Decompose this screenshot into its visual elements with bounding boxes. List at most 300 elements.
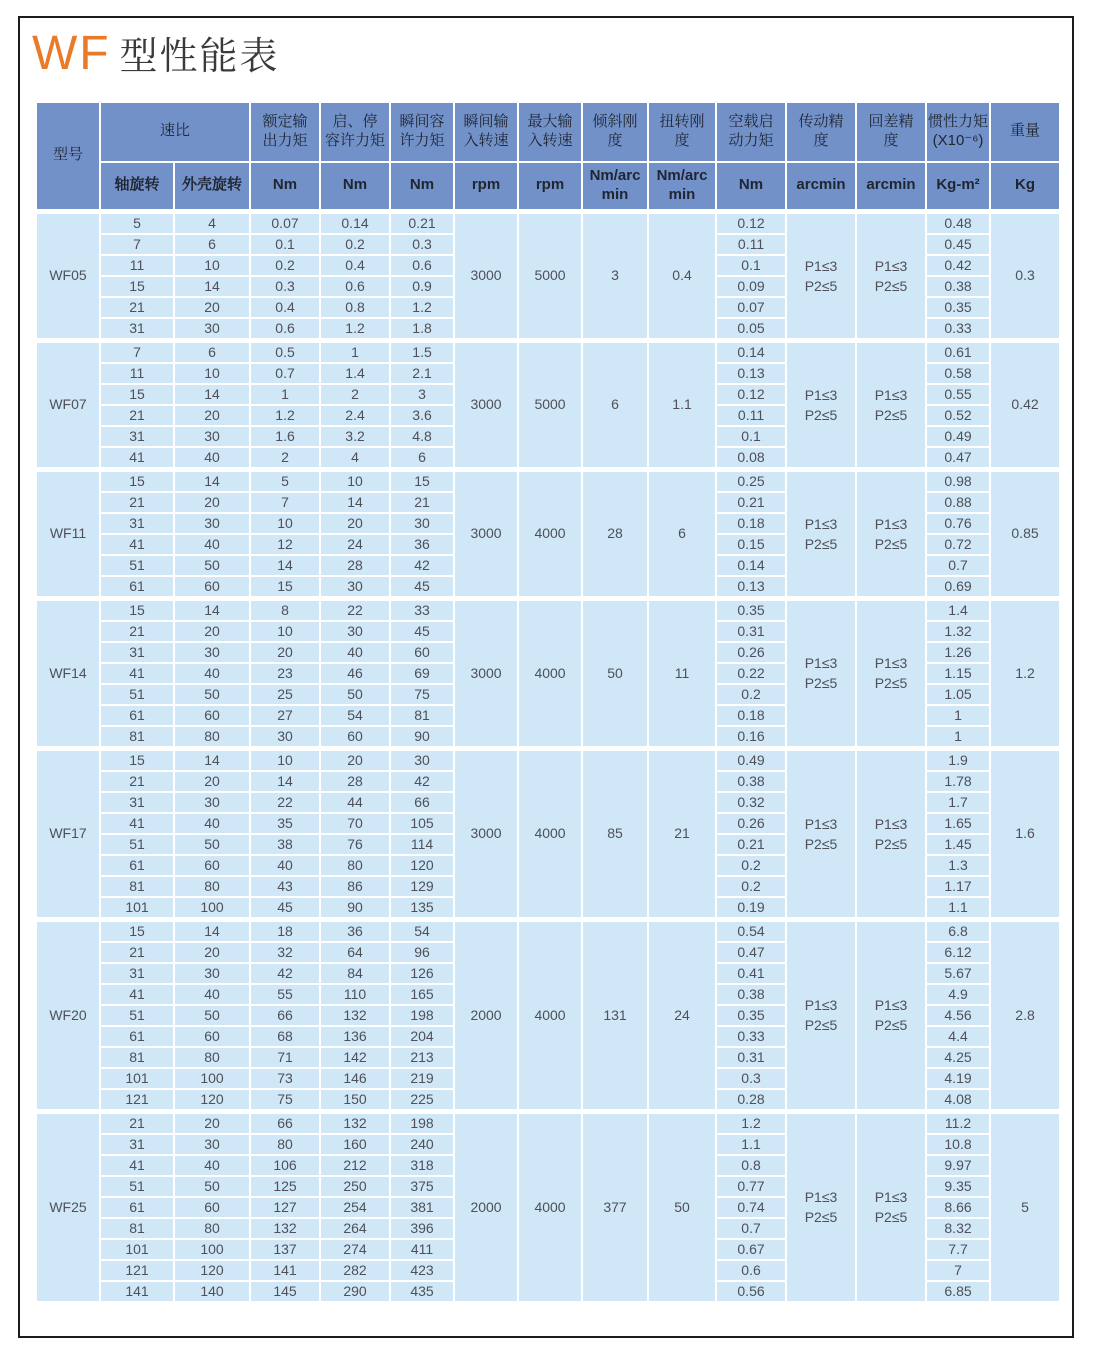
unit-no-load-start-torque: Nm bbox=[716, 162, 786, 212]
cell-max-input-speed: 5000 bbox=[518, 211, 582, 340]
cell-ratio-housing: 50 bbox=[174, 834, 250, 855]
cell-no-load-start-torque: 0.14 bbox=[716, 340, 786, 363]
cell-rated-torque: 23 bbox=[250, 663, 320, 684]
cell-momentary-torque: 396 bbox=[390, 1218, 454, 1239]
cell-ratio-shaft: 31 bbox=[100, 1134, 174, 1155]
cell-start-stop-torque: 84 bbox=[320, 963, 390, 984]
cell-ratio-housing: 50 bbox=[174, 1176, 250, 1197]
cell-rated-torque: 42 bbox=[250, 963, 320, 984]
cell-ratio-housing: 20 bbox=[174, 405, 250, 426]
table-row bbox=[36, 1111, 1060, 1134]
cell-momentary-torque: 225 bbox=[390, 1089, 454, 1112]
cell-rated-torque: 22 bbox=[250, 792, 320, 813]
cell-ratio-shaft: 51 bbox=[100, 1176, 174, 1197]
cell-ratio-housing: 10 bbox=[174, 363, 250, 384]
cell-no-load-start-torque: 0.31 bbox=[716, 1047, 786, 1068]
cell-ratio-housing: 30 bbox=[174, 642, 250, 663]
cell-start-stop-torque: 2.4 bbox=[320, 405, 390, 426]
cell-ratio-housing: 50 bbox=[174, 1005, 250, 1026]
cell-ratio-housing: 80 bbox=[174, 726, 250, 749]
cell-ratio-housing: 80 bbox=[174, 1218, 250, 1239]
cell-torsional-stiffness: 50 bbox=[648, 1111, 716, 1302]
unit-weight: Kg bbox=[990, 162, 1060, 212]
cell-ratio-shaft: 81 bbox=[100, 1218, 174, 1239]
header-start-stop-torque: 启、停 容许力矩 bbox=[320, 102, 390, 162]
cell-start-stop-torque: 28 bbox=[320, 555, 390, 576]
cell-rated-torque: 0.6 bbox=[250, 318, 320, 341]
cell-ratio-shaft: 21 bbox=[100, 405, 174, 426]
header-model: 型号 bbox=[36, 102, 100, 212]
cell-inertia: 0.48 bbox=[926, 211, 990, 234]
cell-no-load-start-torque: 0.6 bbox=[716, 1260, 786, 1281]
table-row bbox=[36, 919, 1060, 942]
cell-ratio-housing: 30 bbox=[174, 318, 250, 341]
header-transmission-accuracy: 传动精 度 bbox=[786, 102, 856, 162]
cell-rated-torque: 0.1 bbox=[250, 234, 320, 255]
cell-ratio-shaft: 61 bbox=[100, 855, 174, 876]
cell-rated-torque: 66 bbox=[250, 1111, 320, 1134]
cell-ratio-housing: 6 bbox=[174, 234, 250, 255]
cell-backlash-accuracy: P1≤3 P2≤5 bbox=[856, 748, 926, 919]
cell-ratio-shaft: 15 bbox=[100, 276, 174, 297]
cell-torsional-stiffness: 1.1 bbox=[648, 340, 716, 469]
header-row-units bbox=[36, 162, 1060, 212]
cell-rated-torque: 55 bbox=[250, 984, 320, 1005]
cell-start-stop-torque: 0.14 bbox=[320, 211, 390, 234]
cell-ratio-shaft: 41 bbox=[100, 447, 174, 470]
cell-momentary-torque: 0.9 bbox=[390, 276, 454, 297]
cell-transmission-accuracy: P1≤3 P2≤5 bbox=[786, 748, 856, 919]
cell-start-stop-torque: 10 bbox=[320, 469, 390, 492]
unit-inertia: Kg-m² bbox=[926, 162, 990, 212]
cell-inertia: 1.05 bbox=[926, 684, 990, 705]
cell-start-stop-torque: 76 bbox=[320, 834, 390, 855]
cell-start-stop-torque: 24 bbox=[320, 534, 390, 555]
cell-start-stop-torque: 22 bbox=[320, 598, 390, 621]
cell-weight: 2.8 bbox=[990, 919, 1060, 1111]
cell-ratio-shaft: 41 bbox=[100, 663, 174, 684]
cell-no-load-start-torque: 0.07 bbox=[716, 297, 786, 318]
cell-momentary-torque: 435 bbox=[390, 1281, 454, 1302]
cell-rated-torque: 1.6 bbox=[250, 426, 320, 447]
cell-ratio-shaft: 21 bbox=[100, 621, 174, 642]
cell-rated-torque: 137 bbox=[250, 1239, 320, 1260]
cell-ratio-shaft: 41 bbox=[100, 984, 174, 1005]
cell-momentary-torque: 3.6 bbox=[390, 405, 454, 426]
title-series-code: WF bbox=[32, 27, 111, 80]
cell-no-load-start-torque: 0.2 bbox=[716, 684, 786, 705]
cell-inertia: 4.9 bbox=[926, 984, 990, 1005]
cell-rated-torque: 45 bbox=[250, 897, 320, 920]
cell-no-load-start-torque: 0.67 bbox=[716, 1239, 786, 1260]
cell-momentary-torque: 45 bbox=[390, 621, 454, 642]
cell-rated-torque: 0.3 bbox=[250, 276, 320, 297]
cell-ratio-shaft: 31 bbox=[100, 963, 174, 984]
cell-no-load-start-torque: 0.22 bbox=[716, 663, 786, 684]
cell-ratio-shaft: 15 bbox=[100, 598, 174, 621]
cell-start-stop-torque: 0.8 bbox=[320, 297, 390, 318]
cell-no-load-start-torque: 0.74 bbox=[716, 1197, 786, 1218]
cell-ratio-housing: 80 bbox=[174, 1047, 250, 1068]
cell-ratio-housing: 30 bbox=[174, 513, 250, 534]
cell-rated-torque: 43 bbox=[250, 876, 320, 897]
cell-no-load-start-torque: 0.09 bbox=[716, 276, 786, 297]
cell-start-stop-torque: 110 bbox=[320, 984, 390, 1005]
cell-ratio-housing: 30 bbox=[174, 963, 250, 984]
cell-no-load-start-torque: 0.35 bbox=[716, 1005, 786, 1026]
cell-rated-torque: 145 bbox=[250, 1281, 320, 1302]
cell-inertia: 4.08 bbox=[926, 1089, 990, 1112]
cell-inertia: 6.12 bbox=[926, 942, 990, 963]
cell-no-load-start-torque: 1.2 bbox=[716, 1111, 786, 1134]
cell-inertia: 1.1 bbox=[926, 897, 990, 920]
cell-momentary-input-speed: 3000 bbox=[454, 211, 518, 340]
cell-no-load-start-torque: 0.77 bbox=[716, 1176, 786, 1197]
cell-rated-torque: 2 bbox=[250, 447, 320, 470]
cell-weight: 5 bbox=[990, 1111, 1060, 1302]
header-momentary-input-speed: 瞬间输 入转速 bbox=[454, 102, 518, 162]
cell-rated-torque: 1.2 bbox=[250, 405, 320, 426]
cell-ratio-housing: 100 bbox=[174, 897, 250, 920]
cell-no-load-start-torque: 0.13 bbox=[716, 576, 786, 599]
cell-momentary-torque: 96 bbox=[390, 942, 454, 963]
cell-backlash-accuracy: P1≤3 P2≤5 bbox=[856, 340, 926, 469]
cell-ratio-shaft: 101 bbox=[100, 1239, 174, 1260]
header-tilt-stiffness: 倾斜刚 度 bbox=[582, 102, 648, 162]
cell-inertia: 4.4 bbox=[926, 1026, 990, 1047]
cell-weight: 1.6 bbox=[990, 748, 1060, 919]
cell-rated-torque: 73 bbox=[250, 1068, 320, 1089]
cell-inertia: 0.47 bbox=[926, 447, 990, 470]
cell-momentary-torque: 0.21 bbox=[390, 211, 454, 234]
cell-inertia: 5.67 bbox=[926, 963, 990, 984]
cell-inertia: 1.9 bbox=[926, 748, 990, 771]
cell-rated-torque: 125 bbox=[250, 1176, 320, 1197]
cell-model: WF05 bbox=[36, 211, 100, 340]
cell-rated-torque: 27 bbox=[250, 705, 320, 726]
cell-rated-torque: 14 bbox=[250, 771, 320, 792]
cell-transmission-accuracy: P1≤3 P2≤5 bbox=[786, 211, 856, 340]
cell-inertia: 9.97 bbox=[926, 1155, 990, 1176]
cell-no-load-start-torque: 0.32 bbox=[716, 792, 786, 813]
cell-ratio-housing: 20 bbox=[174, 942, 250, 963]
cell-ratio-housing: 80 bbox=[174, 876, 250, 897]
cell-rated-torque: 7 bbox=[250, 492, 320, 513]
cell-start-stop-torque: 30 bbox=[320, 621, 390, 642]
cell-ratio-housing: 60 bbox=[174, 576, 250, 599]
cell-start-stop-torque: 46 bbox=[320, 663, 390, 684]
cell-ratio-housing: 140 bbox=[174, 1281, 250, 1302]
cell-model: WF07 bbox=[36, 340, 100, 469]
cell-backlash-accuracy: P1≤3 P2≤5 bbox=[856, 598, 926, 748]
cell-tilt-stiffness: 85 bbox=[582, 748, 648, 919]
cell-inertia: 4.56 bbox=[926, 1005, 990, 1026]
page-title bbox=[32, 28, 1072, 81]
cell-ratio-shaft: 81 bbox=[100, 1047, 174, 1068]
cell-ratio-shaft: 21 bbox=[100, 1111, 174, 1134]
cell-ratio-housing: 20 bbox=[174, 771, 250, 792]
cell-torsional-stiffness: 21 bbox=[648, 748, 716, 919]
cell-momentary-torque: 42 bbox=[390, 771, 454, 792]
cell-ratio-housing: 14 bbox=[174, 276, 250, 297]
cell-no-load-start-torque: 0.33 bbox=[716, 1026, 786, 1047]
cell-model: WF11 bbox=[36, 469, 100, 598]
cell-no-load-start-torque: 0.12 bbox=[716, 211, 786, 234]
cell-momentary-torque: 75 bbox=[390, 684, 454, 705]
cell-momentary-torque: 114 bbox=[390, 834, 454, 855]
cell-rated-torque: 68 bbox=[250, 1026, 320, 1047]
cell-inertia: 1 bbox=[926, 726, 990, 749]
cell-momentary-torque: 6 bbox=[390, 447, 454, 470]
cell-start-stop-torque: 86 bbox=[320, 876, 390, 897]
cell-momentary-torque: 411 bbox=[390, 1239, 454, 1260]
cell-momentary-torque: 3 bbox=[390, 384, 454, 405]
cell-start-stop-torque: 150 bbox=[320, 1089, 390, 1112]
table-row bbox=[36, 211, 1060, 234]
cell-start-stop-torque: 0.6 bbox=[320, 276, 390, 297]
cell-start-stop-torque: 44 bbox=[320, 792, 390, 813]
cell-momentary-torque: 165 bbox=[390, 984, 454, 1005]
cell-ratio-shaft: 51 bbox=[100, 834, 174, 855]
cell-momentary-torque: 0.3 bbox=[390, 234, 454, 255]
cell-inertia: 0.45 bbox=[926, 234, 990, 255]
cell-momentary-torque: 126 bbox=[390, 963, 454, 984]
cell-rated-torque: 75 bbox=[250, 1089, 320, 1112]
cell-no-load-start-torque: 0.1 bbox=[716, 255, 786, 276]
cell-start-stop-torque: 36 bbox=[320, 919, 390, 942]
cell-no-load-start-torque: 0.08 bbox=[716, 447, 786, 470]
cell-tilt-stiffness: 131 bbox=[582, 919, 648, 1111]
cell-no-load-start-torque: 0.11 bbox=[716, 234, 786, 255]
cell-no-load-start-torque: 0.16 bbox=[716, 726, 786, 749]
cell-no-load-start-torque: 0.18 bbox=[716, 705, 786, 726]
cell-ratio-housing: 60 bbox=[174, 855, 250, 876]
cell-transmission-accuracy: P1≤3 P2≤5 bbox=[786, 1111, 856, 1302]
cell-ratio-housing: 30 bbox=[174, 426, 250, 447]
cell-start-stop-torque: 1 bbox=[320, 340, 390, 363]
cell-inertia: 4.19 bbox=[926, 1068, 990, 1089]
cell-ratio-shaft: 81 bbox=[100, 876, 174, 897]
cell-weight: 1.2 bbox=[990, 598, 1060, 748]
cell-ratio-housing: 40 bbox=[174, 663, 250, 684]
cell-ratio-shaft: 21 bbox=[100, 492, 174, 513]
header-momentary-torque: 瞬间容 许力矩 bbox=[390, 102, 454, 162]
cell-rated-torque: 0.4 bbox=[250, 297, 320, 318]
cell-ratio-shaft: 5 bbox=[100, 211, 174, 234]
cell-rated-torque: 14 bbox=[250, 555, 320, 576]
cell-momentary-torque: 60 bbox=[390, 642, 454, 663]
cell-momentary-input-speed: 3000 bbox=[454, 340, 518, 469]
cell-no-load-start-torque: 0.38 bbox=[716, 984, 786, 1005]
cell-ratio-housing: 14 bbox=[174, 919, 250, 942]
cell-momentary-torque: 1.8 bbox=[390, 318, 454, 341]
cell-start-stop-torque: 146 bbox=[320, 1068, 390, 1089]
cell-rated-torque: 5 bbox=[250, 469, 320, 492]
cell-inertia: 7 bbox=[926, 1260, 990, 1281]
cell-start-stop-torque: 28 bbox=[320, 771, 390, 792]
table-row bbox=[36, 748, 1060, 771]
cell-ratio-shaft: 41 bbox=[100, 813, 174, 834]
cell-tilt-stiffness: 3 bbox=[582, 211, 648, 340]
cell-momentary-torque: 240 bbox=[390, 1134, 454, 1155]
cell-momentary-torque: 318 bbox=[390, 1155, 454, 1176]
cell-inertia: 8.32 bbox=[926, 1218, 990, 1239]
cell-inertia: 0.98 bbox=[926, 469, 990, 492]
header-inertia: 惯性力矩 (X10⁻⁶) bbox=[926, 102, 990, 162]
cell-transmission-accuracy: P1≤3 P2≤5 bbox=[786, 469, 856, 598]
cell-max-input-speed: 4000 bbox=[518, 919, 582, 1111]
cell-ratio-shaft: 81 bbox=[100, 726, 174, 749]
cell-momentary-torque: 90 bbox=[390, 726, 454, 749]
header-ratio-group: 速比 bbox=[100, 102, 250, 162]
cell-backlash-accuracy: P1≤3 P2≤5 bbox=[856, 1111, 926, 1302]
cell-ratio-housing: 50 bbox=[174, 684, 250, 705]
cell-max-input-speed: 4000 bbox=[518, 598, 582, 748]
cell-no-load-start-torque: 0.28 bbox=[716, 1089, 786, 1112]
cell-rated-torque: 20 bbox=[250, 642, 320, 663]
cell-ratio-housing: 40 bbox=[174, 1155, 250, 1176]
unit-torsional-stiffness: Nm/arc min bbox=[648, 162, 716, 212]
cell-start-stop-torque: 20 bbox=[320, 513, 390, 534]
cell-start-stop-torque: 80 bbox=[320, 855, 390, 876]
cell-rated-torque: 0.7 bbox=[250, 363, 320, 384]
cell-no-load-start-torque: 0.21 bbox=[716, 834, 786, 855]
cell-ratio-housing: 60 bbox=[174, 1026, 250, 1047]
cell-start-stop-torque: 1.4 bbox=[320, 363, 390, 384]
cell-rated-torque: 0.5 bbox=[250, 340, 320, 363]
unit-momentary-torque: Nm bbox=[390, 162, 454, 212]
cell-inertia: 0.42 bbox=[926, 255, 990, 276]
cell-momentary-torque: 219 bbox=[390, 1068, 454, 1089]
unit-backlash-accuracy: arcmin bbox=[856, 162, 926, 212]
cell-momentary-torque: 33 bbox=[390, 598, 454, 621]
cell-model: WF14 bbox=[36, 598, 100, 748]
cell-ratio-shaft: 31 bbox=[100, 426, 174, 447]
cell-inertia: 10.8 bbox=[926, 1134, 990, 1155]
cell-torsional-stiffness: 11 bbox=[648, 598, 716, 748]
cell-momentary-torque: 2.1 bbox=[390, 363, 454, 384]
cell-rated-torque: 10 bbox=[250, 513, 320, 534]
unit-momentary-input-speed: rpm bbox=[454, 162, 518, 212]
cell-start-stop-torque: 70 bbox=[320, 813, 390, 834]
cell-ratio-housing: 30 bbox=[174, 1134, 250, 1155]
cell-inertia: 0.55 bbox=[926, 384, 990, 405]
cell-rated-torque: 38 bbox=[250, 834, 320, 855]
unit-start-stop-torque: Nm bbox=[320, 162, 390, 212]
cell-start-stop-torque: 0.4 bbox=[320, 255, 390, 276]
cell-rated-torque: 141 bbox=[250, 1260, 320, 1281]
cell-ratio-housing: 10 bbox=[174, 255, 250, 276]
cell-momentary-torque: 129 bbox=[390, 876, 454, 897]
cell-transmission-accuracy: P1≤3 P2≤5 bbox=[786, 919, 856, 1111]
cell-inertia: 1.78 bbox=[926, 771, 990, 792]
cell-ratio-shaft: 51 bbox=[100, 555, 174, 576]
cell-no-load-start-torque: 0.25 bbox=[716, 469, 786, 492]
cell-no-load-start-torque: 1.1 bbox=[716, 1134, 786, 1155]
cell-start-stop-torque: 4 bbox=[320, 447, 390, 470]
cell-no-load-start-torque: 0.15 bbox=[716, 534, 786, 555]
cell-momentary-torque: 105 bbox=[390, 813, 454, 834]
cell-ratio-housing: 40 bbox=[174, 534, 250, 555]
header-torsional-stiffness: 扭转刚 度 bbox=[648, 102, 716, 162]
cell-no-load-start-torque: 0.35 bbox=[716, 598, 786, 621]
table-row bbox=[36, 340, 1060, 363]
cell-start-stop-torque: 212 bbox=[320, 1155, 390, 1176]
cell-rated-torque: 18 bbox=[250, 919, 320, 942]
cell-start-stop-torque: 136 bbox=[320, 1026, 390, 1047]
cell-start-stop-torque: 40 bbox=[320, 642, 390, 663]
cell-start-stop-torque: 2 bbox=[320, 384, 390, 405]
header-max-input-speed: 最大输 入转速 bbox=[518, 102, 582, 162]
cell-model: WF20 bbox=[36, 919, 100, 1111]
cell-ratio-housing: 14 bbox=[174, 469, 250, 492]
cell-tilt-stiffness: 6 bbox=[582, 340, 648, 469]
cell-momentary-torque: 381 bbox=[390, 1197, 454, 1218]
cell-no-load-start-torque: 0.26 bbox=[716, 813, 786, 834]
cell-rated-torque: 10 bbox=[250, 748, 320, 771]
cell-momentary-torque: 42 bbox=[390, 555, 454, 576]
cell-ratio-shaft: 21 bbox=[100, 942, 174, 963]
cell-rated-torque: 35 bbox=[250, 813, 320, 834]
cell-momentary-torque: 423 bbox=[390, 1260, 454, 1281]
cell-start-stop-torque: 0.2 bbox=[320, 234, 390, 255]
cell-start-stop-torque: 132 bbox=[320, 1111, 390, 1134]
cell-inertia: 0.88 bbox=[926, 492, 990, 513]
cell-momentary-torque: 15 bbox=[390, 469, 454, 492]
cell-no-load-start-torque: 0.2 bbox=[716, 876, 786, 897]
cell-max-input-speed: 4000 bbox=[518, 469, 582, 598]
cell-ratio-housing: 100 bbox=[174, 1239, 250, 1260]
cell-inertia: 1.17 bbox=[926, 876, 990, 897]
cell-ratio-shaft: 61 bbox=[100, 1197, 174, 1218]
unit-tilt-stiffness: Nm/arc min bbox=[582, 162, 648, 212]
cell-no-load-start-torque: 0.49 bbox=[716, 748, 786, 771]
cell-torsional-stiffness: 0.4 bbox=[648, 211, 716, 340]
cell-no-load-start-torque: 0.41 bbox=[716, 963, 786, 984]
cell-no-load-start-torque: 0.2 bbox=[716, 855, 786, 876]
cell-momentary-torque: 36 bbox=[390, 534, 454, 555]
header-ratio-sub-0: 轴旋转 bbox=[100, 162, 174, 212]
cell-rated-torque: 132 bbox=[250, 1218, 320, 1239]
cell-ratio-shaft: 41 bbox=[100, 1155, 174, 1176]
cell-ratio-shaft: 141 bbox=[100, 1281, 174, 1302]
cell-start-stop-torque: 254 bbox=[320, 1197, 390, 1218]
cell-ratio-shaft: 7 bbox=[100, 234, 174, 255]
cell-momentary-input-speed: 3000 bbox=[454, 748, 518, 919]
cell-ratio-shaft: 11 bbox=[100, 255, 174, 276]
cell-rated-torque: 127 bbox=[250, 1197, 320, 1218]
cell-inertia: 0.58 bbox=[926, 363, 990, 384]
cell-rated-torque: 12 bbox=[250, 534, 320, 555]
cell-start-stop-torque: 290 bbox=[320, 1281, 390, 1302]
unit-rated-torque: Nm bbox=[250, 162, 320, 212]
cell-no-load-start-torque: 0.13 bbox=[716, 363, 786, 384]
cell-ratio-housing: 6 bbox=[174, 340, 250, 363]
cell-inertia: 1.26 bbox=[926, 642, 990, 663]
cell-ratio-shaft: 121 bbox=[100, 1260, 174, 1281]
cell-momentary-torque: 30 bbox=[390, 513, 454, 534]
cell-ratio-housing: 20 bbox=[174, 1111, 250, 1134]
cell-ratio-shaft: 121 bbox=[100, 1089, 174, 1112]
cell-weight: 0.42 bbox=[990, 340, 1060, 469]
cell-no-load-start-torque: 0.56 bbox=[716, 1281, 786, 1302]
cell-inertia: 0.76 bbox=[926, 513, 990, 534]
cell-no-load-start-torque: 0.12 bbox=[716, 384, 786, 405]
cell-ratio-shaft: 61 bbox=[100, 1026, 174, 1047]
cell-backlash-accuracy: P1≤3 P2≤5 bbox=[856, 469, 926, 598]
cell-ratio-housing: 14 bbox=[174, 748, 250, 771]
cell-no-load-start-torque: 0.05 bbox=[716, 318, 786, 341]
